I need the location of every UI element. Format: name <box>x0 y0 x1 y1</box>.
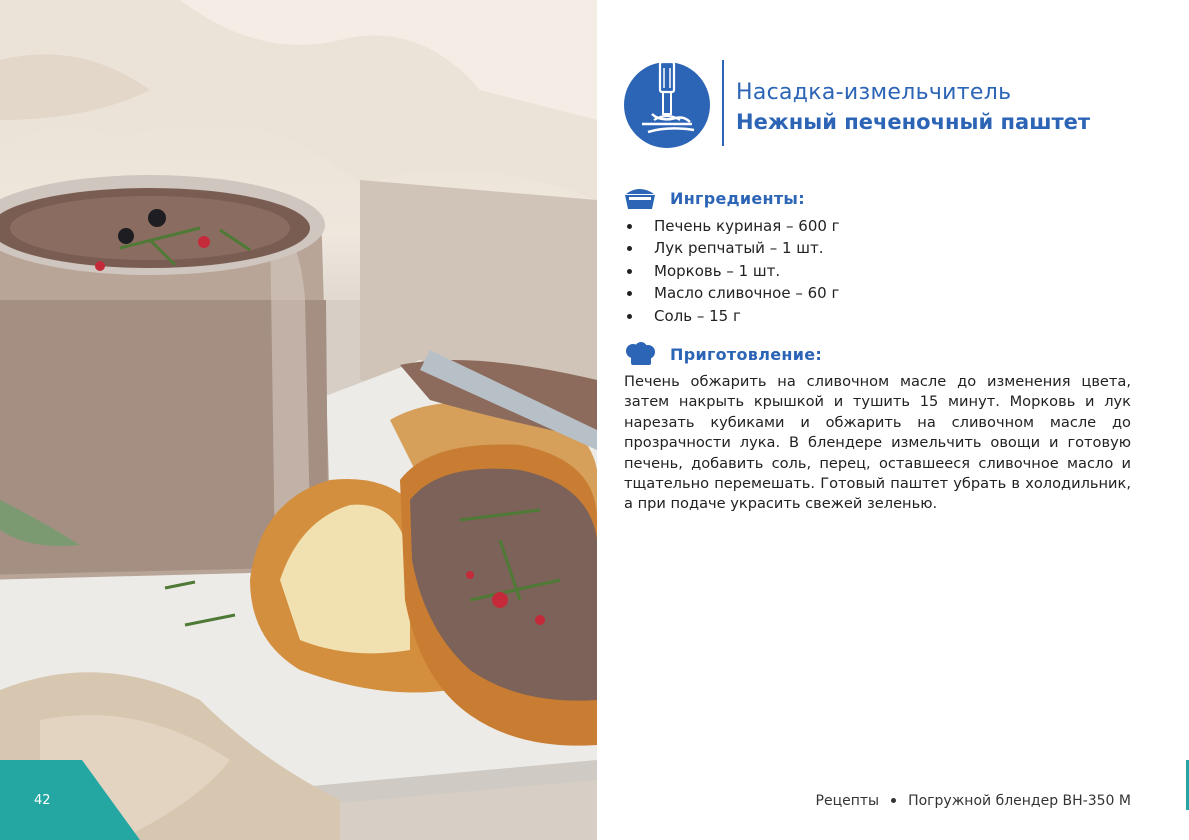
ingredients-list <box>624 215 840 327</box>
ingredient-item: Морковь – 1 шт. <box>624 260 840 282</box>
chopper-attachment-icon <box>624 62 710 148</box>
ingredient-item: Лук репчатый – 1 шт. <box>624 237 840 259</box>
basket-icon <box>624 186 656 210</box>
footer-section: Рецепты <box>815 793 880 809</box>
ingredient-item: Соль – 15 г <box>624 305 840 327</box>
recipe-attachment-subtitle: Насадка-измельчитель <box>736 80 1012 105</box>
ingredient-item: Масло сливочное – 60 г <box>624 282 840 304</box>
page-footer <box>816 793 1131 809</box>
ingredients-heading <box>624 186 805 210</box>
chef-hat-icon <box>624 342 656 366</box>
ingredient-item: Печень куриная – 600 г <box>624 215 840 237</box>
footer-separator-dot <box>891 798 896 803</box>
title-divider <box>722 60 724 146</box>
ingredients-heading-label: Ингредиенты: <box>670 188 805 208</box>
preparation-heading <box>624 342 822 366</box>
footer-product: Погружной блендер BH-350 M <box>908 793 1131 809</box>
page-number: 42 <box>34 793 51 808</box>
recipe-title: Нежный печеночный паштет <box>736 110 1091 134</box>
preparation-text: Печень обжарить на сливочном масле до изменения цвета, затем накрыть крышкой и тушить 15 минут. Морковь и лук нарезать кубиками и обжарить на сливочном масле до прозрачности лука. В блендере измельчить овощи и готовую печень, добавить соль, перец, оставшееся сливочное масло и тщательно перемешать. Готовый паштет убрать в холодильник, а при подаче украсить свежей зеленью. <box>624 373 1131 513</box>
preparation-heading-label: Приготовление: <box>670 344 823 364</box>
